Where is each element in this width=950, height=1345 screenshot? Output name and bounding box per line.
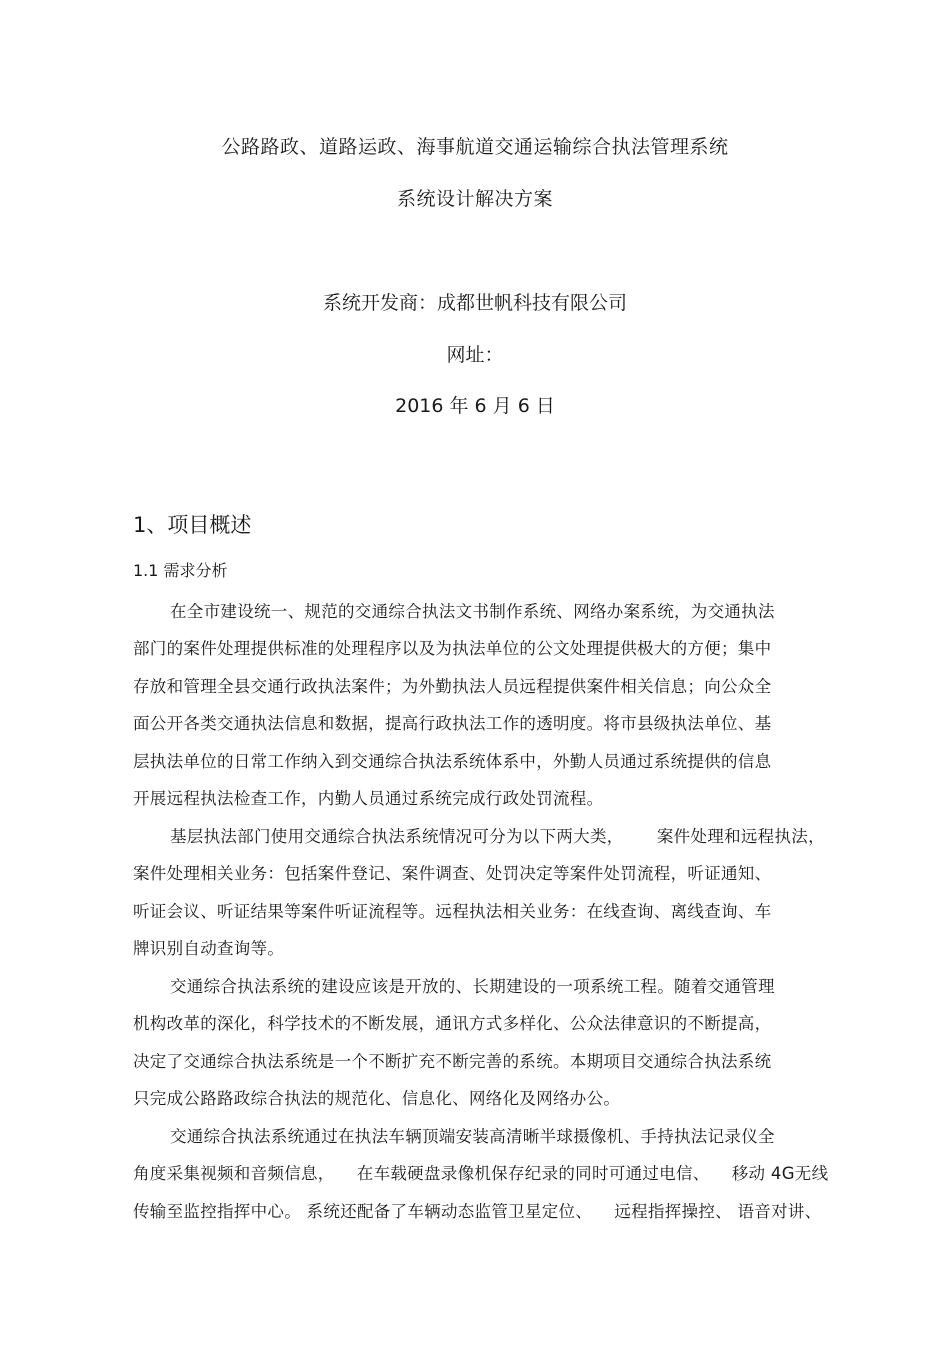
paragraph-line: 机构改革的深化，科学技术的不断发展，通讯方式多样化、公众法律意识的不断提高，	[133, 1014, 772, 1033]
section-heading: 1、项目概述	[133, 513, 252, 537]
document-title: 公路路政、道路运政、海事航道交通运输综合执法管理系统	[221, 136, 729, 158]
website-line: 网址：	[446, 344, 504, 366]
developer-line: 系统开发商：成都世帆科技有限公司	[322, 292, 627, 314]
paragraph-line: 开展远程执法检查工作，内勤人员通过系统完成行政处罚流程。	[133, 789, 604, 808]
paragraph-line: 在全市建设统一、规范的交通综合执法文书制作系统、网络办案系统，为交通执法	[170, 602, 775, 621]
paragraph-line: 层执法单位的日常工作纳入到交通综合执法系统体系中，外勤人员通过系统提供的信息	[133, 752, 772, 771]
paragraph-line: 存放和管理全县交通行政执法案件；为外勤执法人员远程提供案件相关信息；向公众全	[133, 677, 772, 696]
paragraph-line: 只完成公路路政综合执法的规范化、信息化、网络化及网络办公。	[133, 1089, 621, 1108]
paragraph-line: 案件处理相关业务：包括案件登记、案件调查、处罚决定等案件处罚流程，听证通知、	[133, 864, 772, 883]
paragraph-line: 交通综合执法系统通过在执法车辆顶端安装高清晰半球摄像机、手持执法记录仪全	[170, 1127, 775, 1146]
document-subtitle: 系统设计解决方案	[396, 188, 553, 210]
paragraph-line: 交通综合执法系统的建设应该是开放的、长期建设的一项系统工程。随着交通管理	[170, 977, 775, 996]
paragraph-line: 决定了交通综合执法系统是一个不断扩充不断完善的系统。本期项目交通综合执法系统	[133, 1052, 772, 1071]
paragraph-line: 传输至监控指挥中心。 系统还配备了车辆动态监管卫星定位、 远程指挥操控、 语音对讲、	[133, 1202, 822, 1221]
paragraph-line: 牌识别自动查询等。	[133, 939, 285, 958]
date-line: 2016 年 6 月 6 日	[395, 395, 555, 417]
paragraph-line: 基层执法部门使用交通综合执法系统情况可分为以下两大类， 案件处理和远程执法，	[170, 827, 825, 846]
paragraph-line: 面公开各类交通执法信息和数据，提高行政执法工作的透明度。将市县级执法单位、基	[133, 714, 772, 733]
paragraph-line: 部门的案件处理提供标准的处理程序以及为执法单位的公文处理提供极大的方便；集中	[133, 639, 772, 658]
paragraph-line: 听证会议、听证结果等案件听证流程等。远程执法相关业务：在线查询、离线查询、车	[133, 902, 772, 921]
paragraph-line: 角度采集视频和音频信息， 在车载硬盘录像机保存纪录的同时可通过电信、 移动 4G无线	[133, 1164, 829, 1183]
subsection-heading: 1.1 需求分析	[133, 561, 228, 580]
